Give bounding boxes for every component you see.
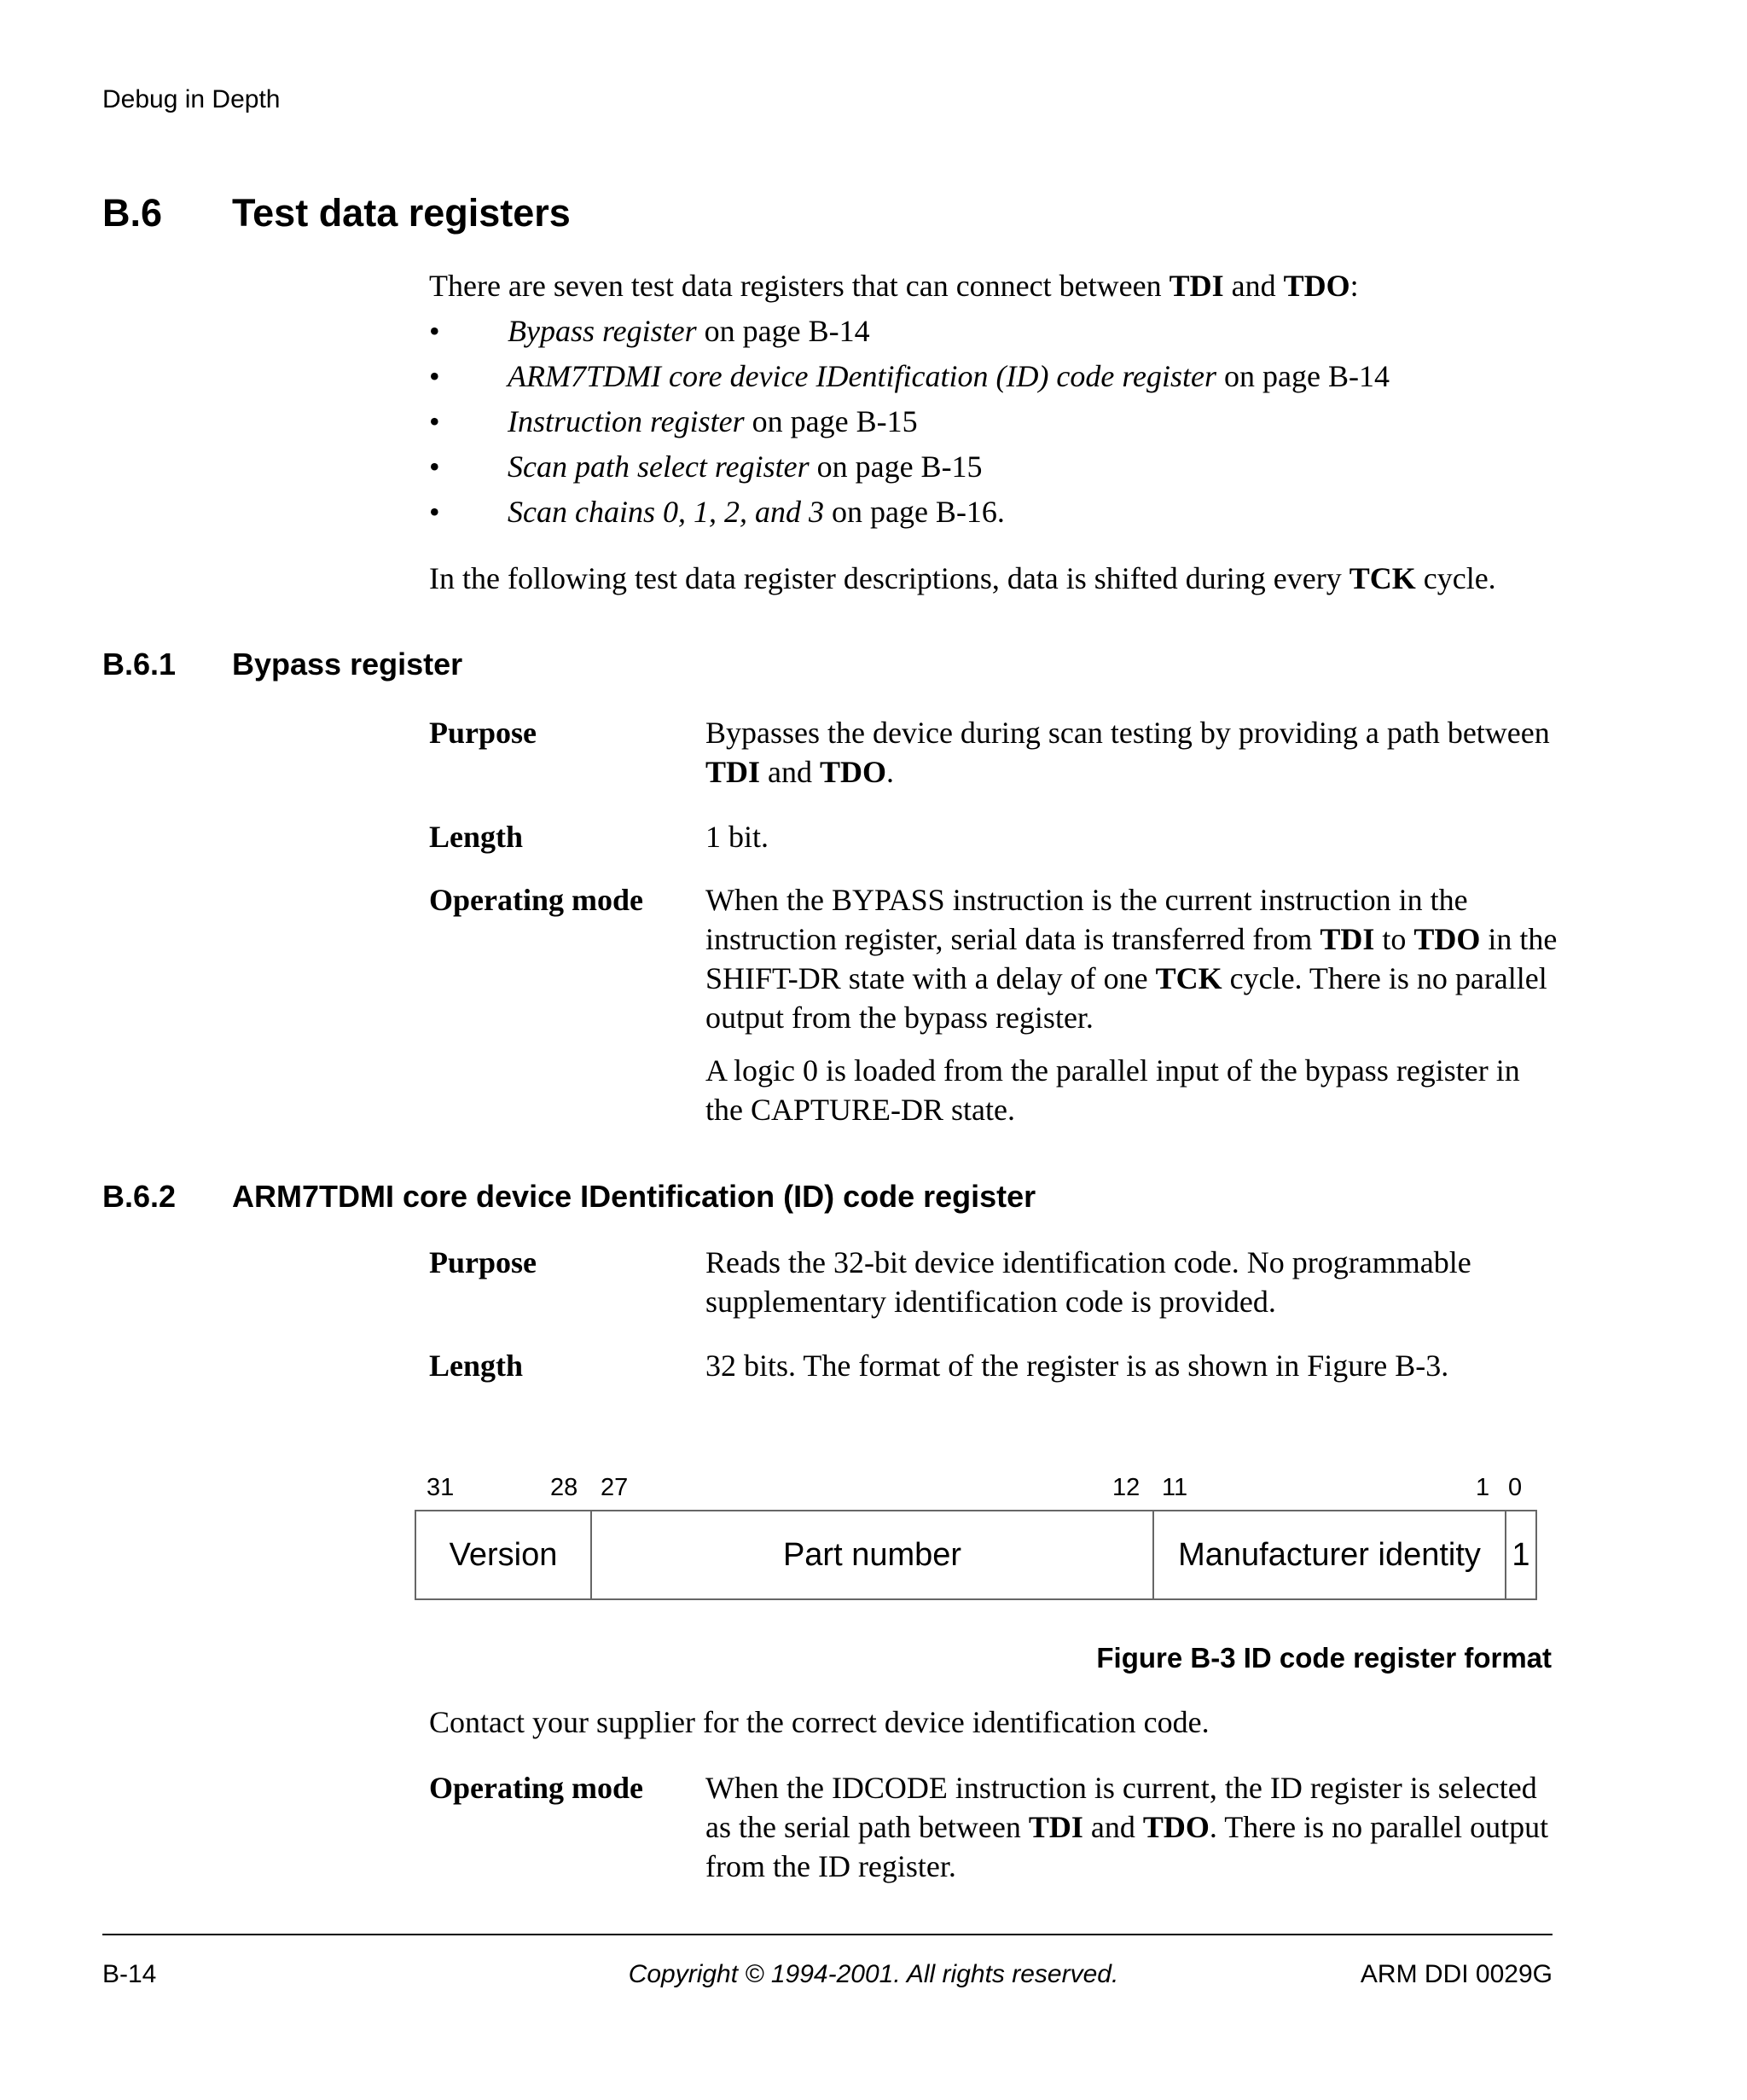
subsection-title: ARM7TDMI core device IDentification (ID) code register [232, 1179, 1036, 1214]
length-label: Length [429, 820, 524, 854]
contact-note: Contact your supplier for the correct device identification code. [429, 1705, 1210, 1739]
cross-reference-link[interactable]: Scan path select register [508, 450, 810, 484]
bit-label: 28 [550, 1474, 578, 1501]
footer-rule [102, 1934, 1553, 1935]
length-label: Length [429, 1349, 524, 1383]
bullet-icon: • [429, 359, 440, 393]
section-number: B.6 [102, 191, 163, 235]
tdi-signal: TDI [1169, 269, 1224, 303]
operating-mode-value: When the BYPASS instruction is the current instruction in the instruction register, serial data is transferred from TDI to TDO in the SHIFT-DR state with a delay of one TCK cycle. There is no parallel output from the bypass register. A logic 0 is loaded from the parallel input of the bypass register in the CAPTURE-DR state. [705, 883, 1558, 1127]
bit-label: 1 [1476, 1474, 1490, 1501]
purpose-value: Reads the 32-bit device identification code. No programmable supplementary identification code is provided. [705, 1245, 1471, 1319]
bullet-icon: • [429, 495, 440, 529]
bullet-icon: • [429, 404, 440, 438]
manufacturer-identity-field: Manufacturer identity [1152, 1511, 1505, 1598]
figure-caption: Figure B-3 ID code register format [1096, 1642, 1552, 1674]
subsection-title: Bypass register [232, 647, 463, 682]
operating-mode-value: When the IDCODE instruction is current, the ID register is selected as the serial path between TDI and TDO. There is no parallel output from the ID register. [705, 1771, 1549, 1883]
version-field: Version [449, 1536, 558, 1573]
section-title: Test data registers [232, 191, 571, 235]
cross-reference-link[interactable]: Instruction register [508, 404, 745, 438]
shift-note-paragraph: In the following test data register descriptions, data is shifted during every TCK cycle. [429, 561, 1496, 595]
bit-label: 0 [1508, 1474, 1523, 1501]
cross-reference-link[interactable]: Bypass register [508, 314, 697, 348]
bit-label: 31 [427, 1474, 455, 1501]
document-id: ARM DDI 0029G [1360, 1960, 1553, 1988]
length-value: 32 bits. The format of the register is as shown in Figure B-3. [705, 1349, 1449, 1383]
register-format-box [415, 1510, 1537, 1600]
page-number: B-14 [102, 1960, 157, 1988]
constant-bit-field: 1 [1505, 1511, 1535, 1598]
subsection-number: B.6.2 [102, 1179, 177, 1214]
cross-reference-link[interactable]: Scan chains 0, 1, 2, and 3 [508, 495, 824, 529]
cross-reference-link[interactable]: ARM7TDMI core device IDentification (ID) code register [508, 359, 1217, 393]
bullet-icon: • [429, 450, 440, 484]
purpose-label: Purpose [429, 716, 537, 750]
subsection-number: B.6.1 [102, 647, 177, 682]
intro-paragraph: There are seven test data registers that can connect between TDI and TDO: [429, 269, 1359, 303]
purpose-value: Bypasses the device during scan testing by providing a path between TDI and TDO. [705, 716, 1550, 789]
length-value: 1 bit. [705, 820, 769, 854]
bit-label: 11 [1162, 1474, 1188, 1501]
part-number-field: Part number [590, 1511, 1152, 1598]
bit-label: 12 [1112, 1474, 1140, 1501]
operating-mode-label: Operating mode [429, 883, 643, 917]
operating-mode-label: Operating mode [429, 1771, 643, 1805]
copyright-notice: Copyright © 1994-2001. All rights reserved. [628, 1960, 1119, 1988]
purpose-label: Purpose [429, 1245, 537, 1279]
bullet-icon: • [429, 314, 440, 348]
bit-label: 27 [601, 1474, 629, 1501]
tdo-signal: TDO [1283, 269, 1350, 303]
running-header: Debug in Depth [102, 85, 281, 113]
